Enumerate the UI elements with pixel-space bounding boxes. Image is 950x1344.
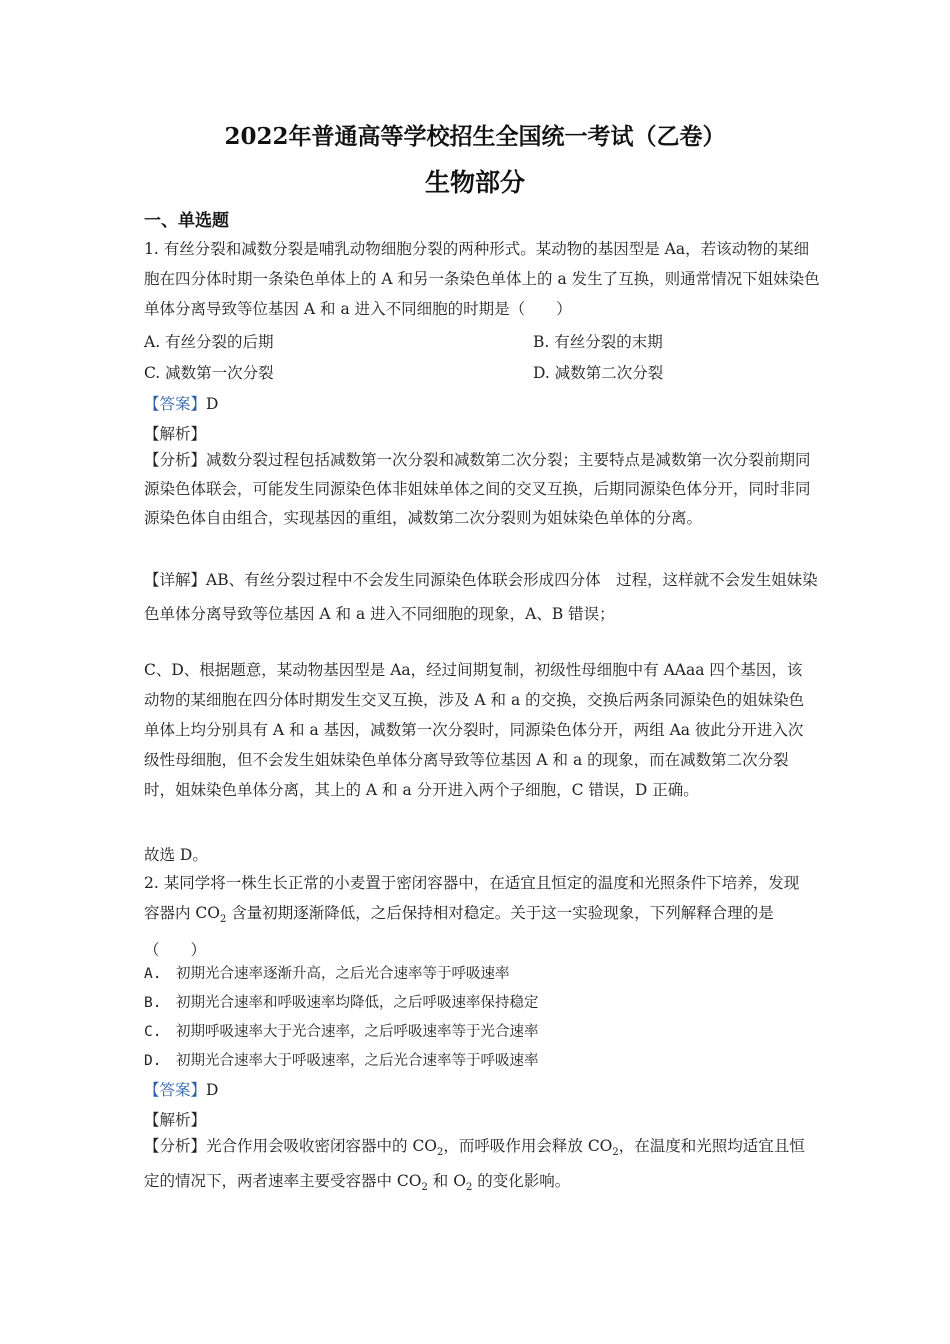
q2-option-a: A. 初期光合速率逐渐升高，之后光合速率等于呼吸速率: [144, 966, 510, 982]
q1-detail-1: [144, 563, 824, 631]
fenxi-text: 减数分裂过程包括减数第一次分裂和减数第二次分裂；主要特点是减数第一次分裂前期同源染色体联会，可能发生同源染色体非姐妹单体之间的交叉互换，后期同源染色体分开，同时非同源染色体自由组合，实现基因的重组，减数第二次分裂则为姐妹染色单体的分离。: [144, 451, 811, 527]
q1-option-d: D. 减数第二次分裂: [533, 364, 664, 382]
q2-analysis: 【分析】光合作用会吸收密闭容器中的 $CO_2$，而呼吸作用会释放 $CO_2$，在温度和光照均适宜且恒定的情况下，两者速率主要受容器中 $CO_2$ 和 $O_2$ 的变化影响。: [144, 1137, 805, 1194]
fenxi-tag: 【分析】: [144, 451, 207, 469]
q2-jiexi-tag: 【解析】: [144, 1111, 207, 1129]
q1-option-a: A. 有丝分裂的后期: [144, 333, 274, 351]
answer-tag: 【答案】: [144, 395, 207, 413]
page-subtitle: 生物部分: [424, 168, 525, 197]
q1-answer: [144, 392, 218, 414]
q2-answer: [144, 1078, 218, 1100]
section-heading: 一、单选题: [144, 211, 229, 231]
q1-analysis: [144, 446, 824, 533]
xiangjie-tag: 【详解】: [144, 571, 207, 589]
q1-option-c: C. 减数第一次分裂: [144, 364, 274, 382]
page-title: 2022年普通高等学校招生全国统一考试（乙卷）: [224, 123, 726, 150]
q1-detail-2: C、D、根据题意，某动物基因型是 Aa，经过间期复制，初级性母细胞中有 AAaa 四个基因，该动物的某细胞在四分体时期发生交叉互换，涉及 A 和 a 的交换，交换后两条同源染色的姐妹染色单体上均分别具有 A 和 a 基因，减数第一次分裂时，同源染色体分开，两组 Aa 彼此分开进入次级性母细胞，但不会发生姐妹染色单体分离导致等位基因 A 和 a 的现象，而在减数第二次分裂时，姐妹染色单体分离，其上的 A 和 a 分开进入两个子细胞，C 错误，D 正确。: [144, 661, 805, 799]
q1-stem: 1. 有丝分裂和减数分裂是哺乳动物细胞分裂的两种形式。某动物的基因型是 Aa，若该动物的某细胞在四分体时期一条染色单体上的 A 和另一条染色单体上的 a 发生了互换，则通常情况下姐妹染色单体分离导致等位基因 A 和 a 进入不同细胞的时期是（ ）: [144, 240, 820, 318]
answer-value: D: [206, 395, 219, 413]
q1-jiexi-tag: 【解析】: [144, 425, 207, 443]
q2-stem: 2. 某同学将一株生长正常的小麦置于密闭容器中，在适宜且恒定的温度和光照条件下培养，发现容器内 $CO_2$ 含量初期逐渐降低，之后保持相对稳定。关于这一实验现象，下列解释合理的是（ ）: [144, 874, 800, 960]
q1-option-b: B. 有丝分裂的末期: [533, 333, 663, 351]
xiangjie-text-1: AB、有丝分裂过程中不会发生同源染色体联会形成四分体 过程，这样就不会发生姐妹染色单体分离导致等位基因 A 和 a 进入不同细胞的现象，A、B 错误；: [144, 571, 818, 623]
answer-tag: 【答案】: [144, 1081, 207, 1099]
q2-option-c: C. 初期呼吸速率大于光合速率，之后呼吸速率等于光合速率: [144, 1024, 539, 1040]
q2-option-d: D. 初期光合速率大于呼吸速率，之后光合速率等于呼吸速率: [144, 1053, 539, 1069]
q1-conclusion: 故选 D。: [144, 846, 208, 864]
q2-option-b: B. 初期光合速率和呼吸速率均降低，之后呼吸速率保持稳定: [144, 995, 539, 1011]
answer-value: D: [206, 1081, 219, 1099]
